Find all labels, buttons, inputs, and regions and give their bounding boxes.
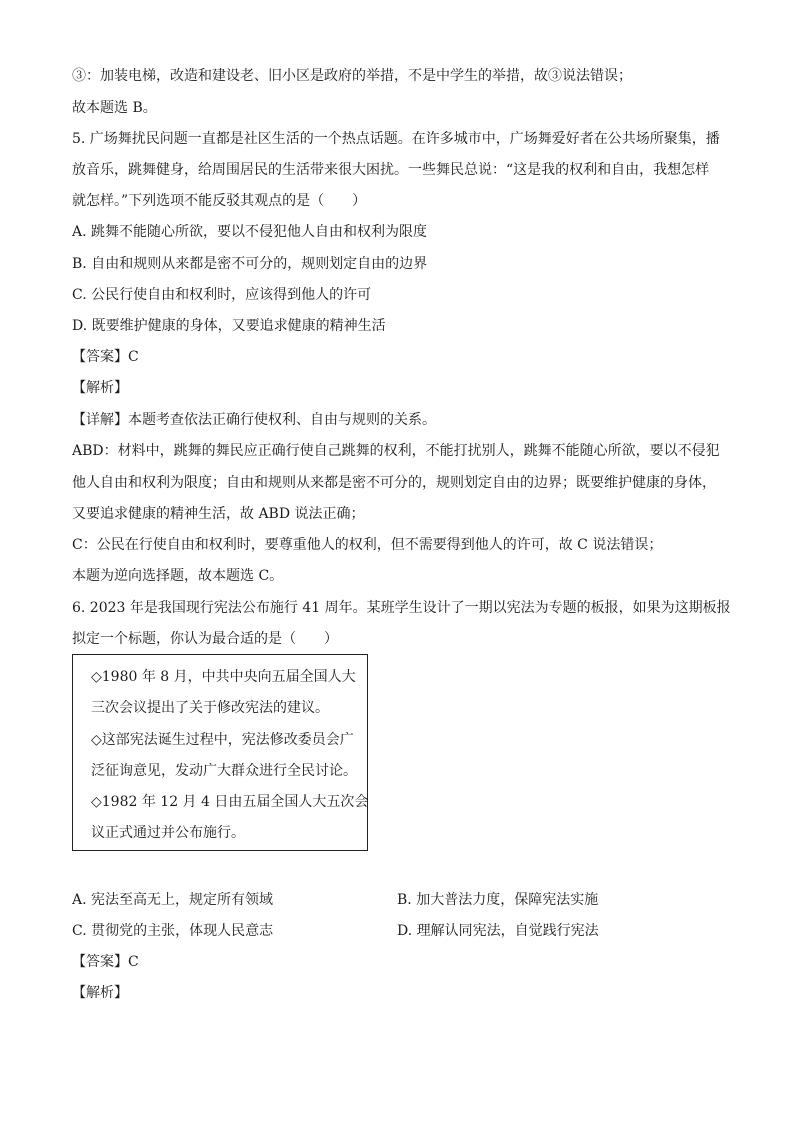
question-6-stem-line-1: 6. 2023 年是我国现行宪法公布施行 41 周年。某班学生设计了一期以宪法为专题的板报，如果为这期板报 [72,600,731,616]
question-6-option-a: A. 宪法至高无上，规定所有领域 [72,892,274,908]
material-line-3: ◇这部宪法诞生过程中，宪法修改委员会广 [91,732,354,748]
material-line-5: ◇1982 年 12 月 4 日由五届全国人大五次会 [91,794,369,810]
text-line-conclusion-b: 故本题选 B。 [72,100,157,116]
text-line-explanation-3: ③：加装电梯，改造和建设老、旧小区是政府的举措，不是中学生的举措，故③说法错误； [72,68,632,84]
question-5-detail-line-4: 又要追求健康的精神生活，故 ABD 说法正确； [72,506,365,522]
question-5-stem-line-1: 5. 广场舞扰民问题一直都是社区生活的一个热点话题。在许多城市中，广场舞爱好者在公共场所聚集，播 [72,131,720,147]
question-5-stem-line-3: 就怎样。”下列选项不能反驳其观点的是（ ） [72,193,367,209]
material-box [72,654,368,851]
question-5-stem-line-2: 放音乐，跳舞健身，给周围居民的生活带来很大困扰。一些舞民总说：“这是我的权利和自由，我想怎样 [72,162,710,178]
question-5-detail-line-1: 【详解】本题考查依法正确行使权利、自由与规则的关系。 [72,412,436,428]
material-line-6: 议正式通过并公布施行。 [91,825,245,841]
question-6-option-b: B. 加大普法力度，保障宪法实施 [397,892,599,908]
question-6-option-c: C. 贯彻党的主张，体现人民意志 [72,923,274,939]
question-5-option-a: A. 跳舞不能随心所欲，要以不侵犯他人自由和权利为限度 [72,224,428,240]
question-5-option-d: D. 既要维护健康的身体，又要追求健康的精神生活 [72,318,386,334]
material-line-1: ◇1980 年 8 月，中共中央向五届全国人大 [91,669,356,685]
question-6-answer: 【答案】C [72,954,139,970]
material-line-2: 三次会议提出了关于修改宪法的建议。 [91,700,329,716]
question-5-detail-line-6: 本题为逆向选择题，故本题选 C。 [72,568,284,584]
question-5-option-b: B. 自由和规则从来都是密不可分的，规则划定自由的边界 [72,256,428,272]
question-6-stem-line-2: 拟定一个标题，你认为最合适的是（ ） [72,631,338,647]
material-line-4: 泛征询意见，发动广大群众进行全民讨论。 [91,763,357,779]
question-5-answer: 【答案】C [72,349,139,365]
question-5-detail-line-2: ABD：材料中，跳舞的舞民应正确行使自己跳舞的权利，不能打扰别人，跳舞不能随心所欲，要以不侵犯 [72,443,720,459]
question-5-analysis-label: 【解析】 [72,380,128,396]
question-5-detail-line-5: C：公民在行使自由和权利时，要尊重他人的权利，但不需要得到他人的许可，故 C 说法错误； [72,537,663,553]
question-5-option-c: C. 公民行使自由和权利时，应该得到他人的许可 [72,287,372,303]
question-5-detail-line-3: 他人自由和权利为限度；自由和规则从来都是密不可分的，规则划定自由的边界；既要维护健康的身体， [72,475,716,491]
question-6-analysis-label: 【解析】 [72,985,128,1001]
question-6-option-d: D. 理解认同宪法，自觉践行宪法 [397,923,599,939]
